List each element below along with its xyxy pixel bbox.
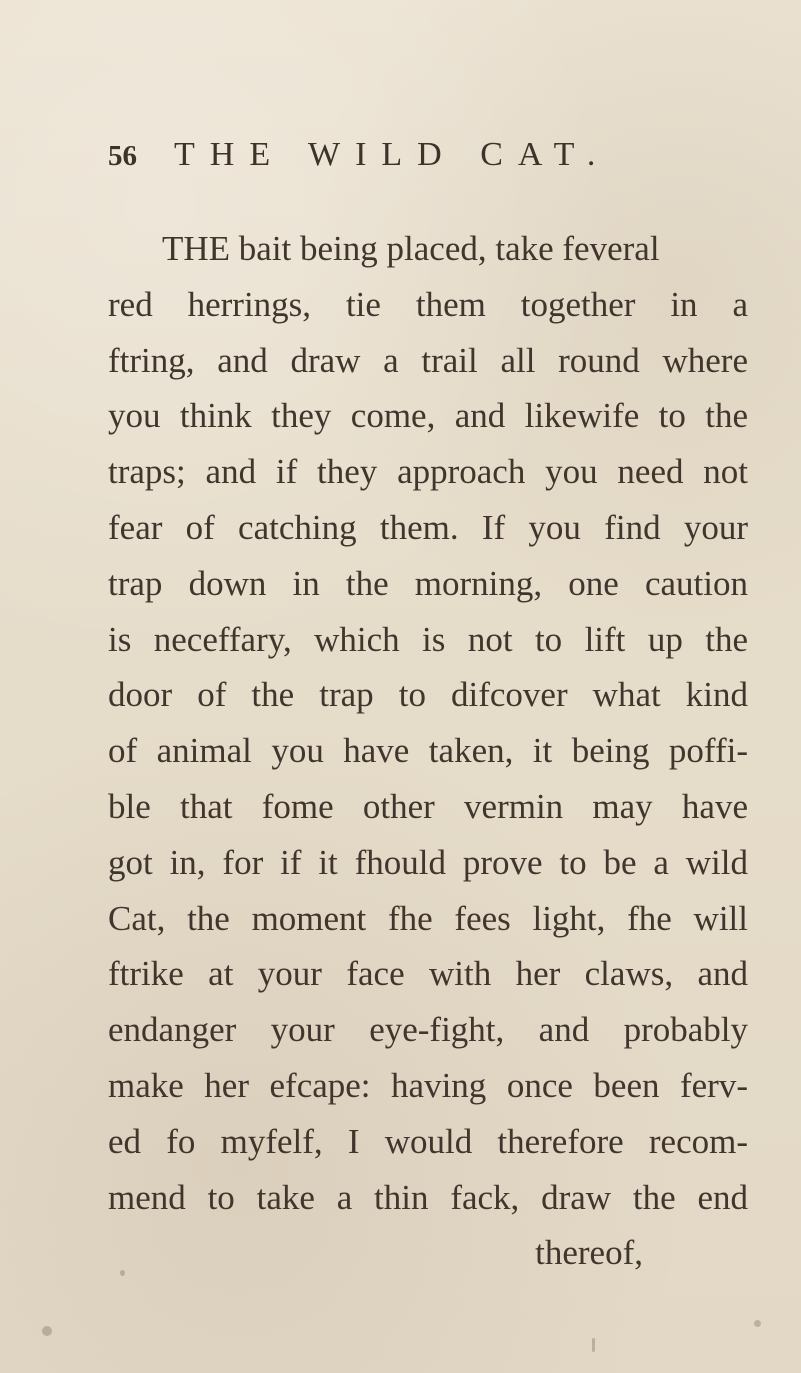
text-line: of animal you have taken, it being poffi- xyxy=(108,731,748,771)
paper-speck xyxy=(754,1320,761,1327)
paper-speck xyxy=(42,1326,52,1336)
text-line: got in, for if it fhould prove to be a wild xyxy=(108,842,748,882)
text-line: ed fo myfelf, I would therefore recom- xyxy=(108,1121,748,1161)
text-line: make her efcape: having once been ferv- xyxy=(108,1065,748,1105)
text-line: fear of catching them. If you find your xyxy=(108,507,748,547)
paper-speck xyxy=(592,1338,595,1352)
text-line: ftrike at your face with her claws, and xyxy=(108,954,748,994)
text-line: THE bait being placed, take feveral xyxy=(162,229,660,268)
running-title: THE WILD CAT. xyxy=(174,136,611,173)
text-line: traps; and if they approach you need not xyxy=(108,452,748,492)
text-line: mend to take a thin fack, draw the end xyxy=(108,1177,748,1217)
body-text xyxy=(108,221,748,1281)
text-line: red herrings, tie them together in a xyxy=(108,284,748,324)
text-line: is neceffary, which is not to lift up the xyxy=(108,619,748,659)
text-line: thereof, xyxy=(535,1233,643,1273)
text-line: door of the trap to difcover what kind xyxy=(108,675,748,715)
text-line: ftring, and draw a trail all round where xyxy=(108,340,748,380)
text-line: ble that fome other vermin may have xyxy=(108,786,748,826)
text-line: you think they come, and likewife to the xyxy=(108,396,748,436)
page-header xyxy=(108,138,628,198)
page-number: 56 xyxy=(108,140,137,172)
paper-speck xyxy=(120,1270,125,1276)
text-line: trap down in the morning, one caution xyxy=(108,563,748,603)
text-line: Cat, the moment fhe fees light, fhe will xyxy=(108,898,748,938)
text-line: endanger your eye-fight, and probably xyxy=(108,1010,748,1050)
